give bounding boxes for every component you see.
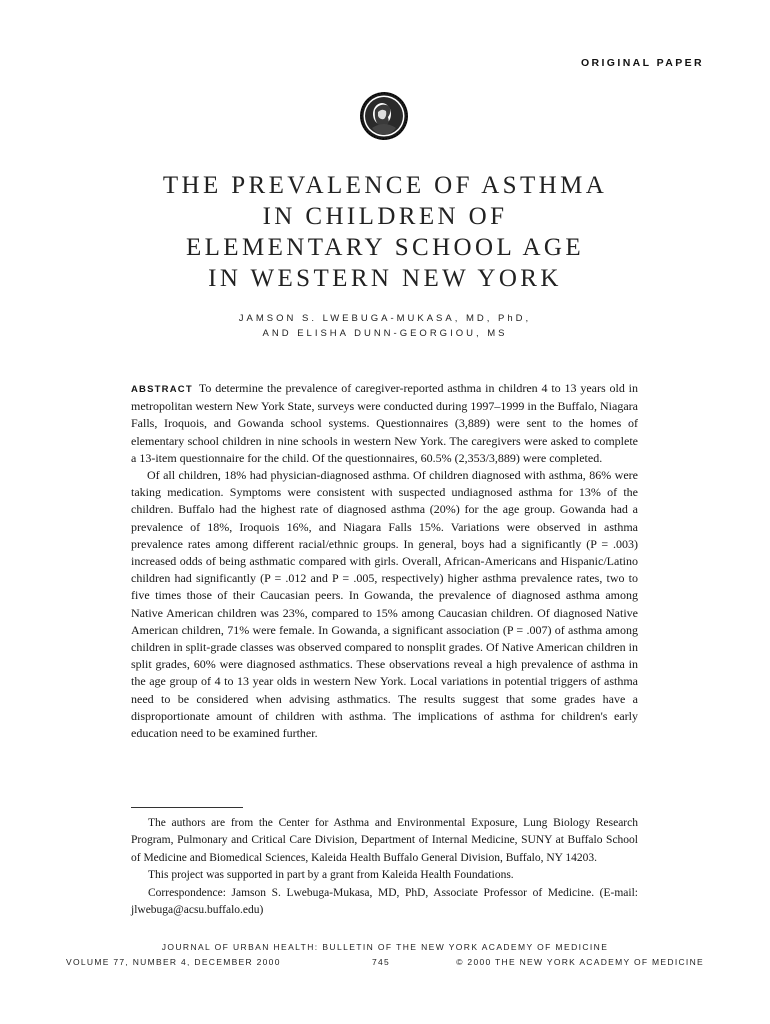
abstract-text: To determine the prevalence of caregiver-reported asthma in children 4 to 13 years old in metropolitan western New York State, surveys were conducted during 1997–1999 in the Buffalo, Niagara Falls, Iroquois, and Gowanda school systems. Questionnaires (3,889) were sent to the homes of elementary school children in nine schools in western New York. The caregivers were asked to complete a 13-item questionnaire for the child. Of the questionnaires, 60.5% (2,353/3,889) were completed. bbox=[131, 381, 638, 465]
funding-note: This project was supported in part by a grant from Kaleida Health Foundations. bbox=[148, 869, 514, 882]
affiliation-note: The authors are from the Center for Asthma and Environmental Exposure, Lung Biology Research Program, Pulmonary and Critical Care Division, Department of Internal Medicine, SUNY at Buffalo School of Medicine and Biomedical Sciences, Kaleida Health Buffalo General Division, Buffalo, NY 14203. bbox=[131, 817, 638, 864]
author-list bbox=[0, 311, 770, 341]
title-line: IN CHILDREN OF bbox=[262, 203, 508, 230]
footnotes bbox=[131, 815, 638, 919]
author-line: JAMSON S. LWEBUGA-MUKASA, MD, PhD, bbox=[238, 313, 532, 324]
correspondence-note: Correspondence: Jamson S. Lwebuga-Mukasa, MD, PhD, Associate Professor of Medicine. (E-mail: jlwebuga@acsu.buffalo.edu) bbox=[131, 886, 638, 917]
journal-name: JOURNAL OF URBAN HEALTH: BULLETIN OF THE NEW YORK ACADEMY OF MEDICINE bbox=[161, 942, 609, 952]
abstract-paragraph bbox=[131, 380, 638, 467]
abstract bbox=[131, 380, 638, 742]
abstract-label: ABSTRACT bbox=[131, 384, 193, 395]
volume-info: VOLUME 77, NUMBER 4, DECEMBER 2000 bbox=[66, 957, 281, 967]
author-line: AND ELISHA DUNN-GEORGIOU, MS bbox=[262, 328, 508, 339]
copyright: © 2000 THE NEW YORK ACADEMY OF MEDICINE bbox=[456, 957, 704, 967]
title-line: IN WESTERN NEW YORK bbox=[208, 265, 562, 292]
title-line: THE PREVALENCE OF ASTHMA bbox=[162, 172, 608, 199]
article-title bbox=[0, 170, 770, 294]
abstract-paragraph: Of all children, 18% had physician-diagnosed asthma. Of children diagnosed with asthma, 86% were taking medication. Symptoms were consistent with suspected undiagnosed asthma for 13% of the children. Buffalo had the highest rate of diagnosed asthma (20%) for the age group. Gowanda had a prevalence of 18%, Iroquois 16%, and Niagara Falls 15%. Variations were observed in asthma prevalence rates among different racial/ethnic groups. In general, boys had a significantly (P = .003) increased odds of being asthmatic compared with girls. Overall, African-Americans and Hispanic/Latino children had significantly (P = .012 and P = .005, respectively) higher asthma prevalence rates, two to five times those of their Caucasian peers. In Gowanda, the prevalence of diagnosed asthma among Native American children was 23%, compared to 15% among Caucasian children. Of diagnosed Native American children, 71% were female. In Gowanda, a significant association (P = .007) of asthma among children in split-grade classes was observed compared to nonsplit grades. Of Native American children in split grades, 60% were diagnosed asthmatics. These observations reveal a high prevalence of asthma in the age group of 4 to 13 year olds in western New York. Local variations in potential triggers of asthma need to be considered when advising asthmatics. The results suggest that some grades have a disproportionate amount of children with asthma. The implications of asthma for children's early education need to be examined further. bbox=[131, 468, 638, 741]
section-label: ORIGINAL PAPER bbox=[580, 57, 704, 69]
page-number: 745 bbox=[372, 957, 391, 967]
title-line: ELEMENTARY SCHOOL AGE bbox=[185, 234, 585, 261]
footnote-divider bbox=[131, 807, 243, 808]
page-footer bbox=[66, 957, 704, 969]
academy-seal-icon bbox=[358, 90, 410, 142]
